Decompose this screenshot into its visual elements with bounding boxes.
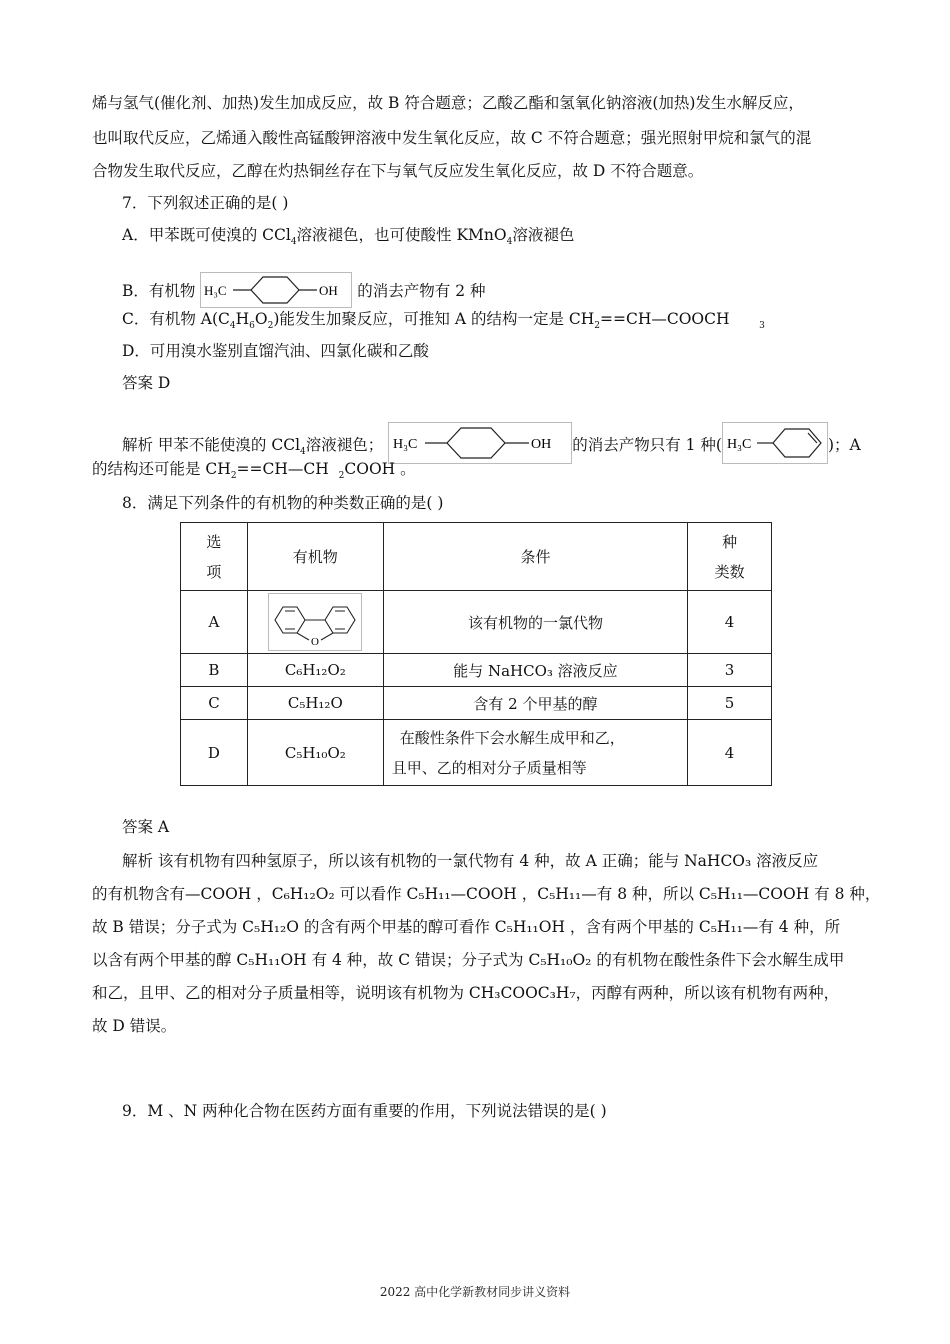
row-count: 3 — [688, 654, 772, 687]
q8-stem: 8．满足下列条件的有机物的种类数正确的是( ) — [122, 494, 444, 512]
q7-explanation: 解析 甲苯不能使溴的 CCl$_4$溶液褪色； H₃C OH 的消去产物只有 1 种( H₃C )；A — [122, 422, 861, 464]
q8-explanation-2: 的有机物含有—COOH ，C₆H₁₂O₂ 可以看作 C₅H₁₁—COOH ，C₅H₁₁—有 8 种，所以 C₅H₁₁—COOH 有 8 种， — [92, 885, 881, 903]
svg-text:OH: OH — [319, 283, 339, 298]
row-option: D — [181, 720, 248, 786]
table-header-row — [181, 523, 772, 591]
methylcyclohexene-structure — [722, 422, 828, 464]
svg-text:O: O — [311, 636, 320, 648]
row-option: C — [181, 687, 248, 720]
header-option: 选 项 — [181, 523, 248, 591]
row-count: 4 — [688, 591, 772, 654]
methylcyclohexanol-structure-2 — [388, 422, 572, 464]
table-row — [181, 654, 772, 687]
text-line-1: 烯与氢气(催化剂、加热)发生加成反应，故 B 符合题意；乙酸乙酯和氢氧化钠溶液(加热)发生水解反应， — [92, 94, 804, 112]
row-condition: 该有机物的一氯代物 — [383, 591, 687, 654]
q8-explanation-3: 故 B 错误；分子式为 C₅H₁₂O 的含有两个甲基的醇可看作 C₅H₁₁OH ，含有两个甲基的 C₅H₁₁—有 4 种，所 — [92, 918, 841, 936]
svg-text:H₃C: H₃C — [726, 437, 752, 452]
table-row — [181, 591, 772, 654]
q7-option-c: C．有机物 $A(C_4H_6O_2)$能发生加聚反应，可推知 A 的结构一定是 $CH_2==CH—COOCH$ $_3$ — [122, 310, 765, 331]
q7-answer: 答案 D — [122, 374, 171, 392]
row-count: 5 — [688, 687, 772, 720]
q7-stem: 7．下列叙述正确的是( ) — [122, 194, 289, 212]
methylcyclohexanol-structure — [200, 272, 352, 308]
header-count: 种 类数 — [688, 523, 772, 591]
text-line-2: 也叫取代反应，乙烯通入酸性高锰酸钾溶液中发生氧化反应，故 C 不符合题意；强光照射甲烷和氯气的混 — [92, 129, 812, 147]
row-condition: 能与 NaHCO₃ 溶液反应 — [383, 654, 687, 687]
row-condition: 在酸性条件下会水解生成甲和乙， 且甲、乙的相对分子质量相等 — [383, 720, 687, 786]
table-row — [181, 720, 772, 786]
q8-explanation-1: 解析 该有机物有四种氢原子，所以该有机物的一氯代物有 4 种，故 A 正确；能与 NaHCO₃ 溶液反应 — [122, 852, 819, 870]
text-line-3: 合物发生取代反应，乙醇在灼热铜丝存在下与氧气反应发生氧化反应，故 D 不符合题意。 — [92, 162, 704, 180]
q9-stem: 9．M 、N 两种化合物在医药方面有重要的作用，下列说法错误的是( ) — [122, 1102, 607, 1120]
svg-text:H₃C: H₃C — [204, 283, 227, 298]
row-count: 4 — [688, 720, 772, 786]
svg-text:H₃C: H₃C — [393, 437, 418, 452]
svg-text:OH: OH — [531, 437, 552, 452]
row-option: B — [181, 654, 248, 687]
row-option: A — [181, 591, 248, 654]
row-formula: C₅H₁₀O₂ — [247, 720, 383, 786]
header-organic: 有机物 — [247, 523, 383, 591]
row-formula: C₅H₁₂O — [247, 687, 383, 720]
q7-option-a: A．甲苯既可使溴的 CCl$_4$溶液褪色，也可使酸性 KMnO$_4$溶液褪色 — [122, 226, 575, 247]
header-condition: 条件 — [383, 523, 687, 591]
table-row — [181, 687, 772, 720]
q8-options-table — [180, 522, 772, 786]
q8-answer: 答案 A — [122, 818, 170, 836]
q7-option-b: B．有机物 H₃C OH 的消去产物有 2 种 — [122, 272, 486, 308]
q8-explanation-4: 以含有两个甲基的醇 C₅H₁₁OH 有 4 种，故 C 错误；分子式为 C₅H₁₀O₂ 的有机物在酸性条件下会水解生成甲 — [92, 951, 845, 969]
q8-explanation-5: 和乙，且甲、乙的相对分子质量相等，说明该有机物为 CH₃COOC₃H₇，丙醇有两种，所以该有机物有两种， — [92, 984, 840, 1002]
row-condition: 含有 2 个甲基的醇 — [383, 687, 687, 720]
q8-explanation-6: 故 D 错误。 — [92, 1017, 177, 1035]
dibenzofuran-structure — [268, 593, 362, 651]
q7-explanation-2: 的结构还可能是 $CH_2==CH—CH$ $_2$COOH 。 — [92, 460, 416, 481]
page-footer: 2022 高中化学新教材同步讲义资料 — [379, 1285, 571, 1299]
q7-option-d: D．可用溴水鉴别直馏汽油、四氯化碳和乙酸 — [122, 342, 429, 360]
row-formula: C₆H₁₂O₂ — [247, 654, 383, 687]
row-structure — [247, 591, 383, 654]
